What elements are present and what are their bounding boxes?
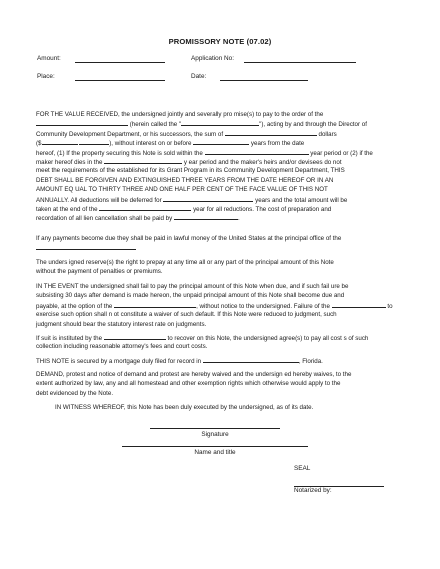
amount-label: Amount: (37, 55, 61, 62)
waiver-paragraph (36, 370, 408, 398)
document-title: PROMISSORY NOTE (07.02) (168, 37, 272, 46)
signature-label: Signature (201, 431, 229, 438)
p1-text: dollars (318, 130, 337, 138)
p2-text: If any payments become due they shall be paid in lawful money of the United States at the principal office of the (36, 235, 342, 242)
p1-text: maker hereof dies in the (36, 158, 103, 166)
p1-text: Community Development Department, or his successors, the sum of (36, 130, 224, 138)
place-field[interactable] (75, 80, 165, 81)
p1-text: DEBT SHALL BE FORGIVEN AND EXTINGUISHED THREE YEARS FROM THE DATE HEREOF OR IN AN (36, 176, 334, 184)
p4-text: judgment should bear the statutory interest rate on judgments. (36, 320, 207, 328)
p1-text: ($ (36, 140, 42, 148)
application-no-label: Application No: (191, 55, 234, 62)
name-title-line[interactable] (122, 446, 308, 447)
due-years-blank[interactable] (193, 138, 249, 145)
p4-text: subsisting 30 days after demand is made hereon, the unpaid principal amount of this Note shall become due and (36, 292, 345, 300)
p1-text: meet the requirements of the established for its Grant Program in its Community Development Department, THIS (36, 167, 345, 175)
p1-text: year period or (2) if the (310, 149, 373, 157)
p1-text: "), acting by and through the Director of (259, 121, 367, 129)
p1-text: (herein called the " (129, 121, 182, 129)
p7-text: DEMAND, protest and notice of demand and protest are hereby waived and the undersign ed hereby waives, to the (36, 371, 352, 378)
p1-text: years and the total amount will be (255, 196, 348, 204)
payment-location-paragraph (36, 234, 408, 253)
p3-text: without the payment of penalties or premiums. (36, 268, 163, 276)
p4-text: , without notice to the undersigned. Failure of the (196, 302, 330, 310)
p4-text: payable, at the option of the (36, 302, 113, 310)
notarized-by-label: Notarized by: (294, 487, 332, 494)
p1-text: y ear period and the maker's heirs and/or devisees do not (183, 158, 342, 166)
p4-text: to (387, 302, 393, 310)
witness-paragraph (55, 403, 407, 412)
p1-text: taken at the end of the (36, 205, 98, 213)
p1-text: . (237, 215, 240, 223)
sum-figures-blank[interactable] (42, 138, 78, 145)
p1-text: ANNUALLY. All deductions will be deferred for (36, 196, 162, 204)
mortgage-paragraph (36, 356, 408, 365)
p4-text: exercise such option shall n ot constitute a waiver of such default. If this Note were reduced to judgment, such (36, 311, 337, 319)
sale-period-blank[interactable] (205, 148, 309, 155)
p1-text: ), without interest on or before (109, 140, 192, 148)
sum-words-blank[interactable] (225, 129, 317, 136)
value-received-paragraph (36, 110, 408, 223)
holder-failure-blank[interactable] (332, 301, 386, 308)
sum-figures-blank-2[interactable] (79, 138, 109, 145)
p1-text: recordation of all lien cancellation shall be paid by (36, 215, 173, 223)
p1-text: AMOUNT EQ UAL TO THIRTY THREE AND ONE HALF PER CENT OF THE FACE VALUE OF THIS NOT (36, 186, 328, 194)
p1-text: FOR THE VALUE RECEIVED, the undersigned jointly and severally pro mise(s) to pay to the order of the (36, 111, 324, 118)
p1-text: years from the date (250, 140, 305, 148)
payee-blank[interactable] (36, 119, 128, 126)
p5-text: collection including reasonable attorney's fees and court costs. (36, 343, 208, 351)
date-label: Date: (191, 73, 207, 80)
seal-label: SEAL (294, 465, 311, 472)
default-paragraph (36, 282, 408, 329)
amount-field[interactable] (75, 62, 165, 63)
deferral-years-blank[interactable] (163, 195, 253, 202)
p8-text: IN WITNESS WHEREOF, this Note has been duly executed by the undersigned, as of its date. (55, 404, 314, 411)
prepayment-paragraph (36, 258, 408, 277)
p6-text: THIS NOTE is secured by a mortgage duly filed for record in (36, 358, 202, 365)
county-blank[interactable] (203, 356, 299, 363)
p6-text: , Florida. (298, 358, 323, 365)
p5-text: If suit is instituted by the (36, 335, 103, 342)
payee-office-blank[interactable] (36, 243, 136, 250)
suit-party-blank[interactable] (104, 333, 166, 340)
p1-text: year for all reductions. The cost of preparation and (193, 205, 332, 213)
payee-short-name-blank[interactable] (181, 119, 259, 126)
holder-option-blank[interactable] (114, 301, 196, 308)
p1-text: hereof, (1) If the property securing this Note is sold within the (36, 149, 203, 157)
signature-line[interactable] (150, 428, 280, 429)
p7-text: debt evidenced by the Note. (36, 389, 114, 397)
application-no-field[interactable] (244, 62, 356, 63)
cancellation-payer-blank[interactable] (174, 213, 240, 223)
date-field[interactable] (220, 80, 308, 81)
collection-costs-paragraph (36, 333, 408, 352)
p7-text: extent authorized by law, any and all homestead and other exemption rights which otherwise would apply to the (36, 380, 341, 388)
p3-text: The unders igned reserve(s) the right to prepay at any time all or any part of the principal amount of this Note (36, 259, 334, 266)
reduction-year-blank[interactable] (99, 204, 191, 211)
name-title-label: Name and title (194, 449, 236, 456)
place-label: Place: (37, 73, 55, 80)
p5-text: to recover on this Note, the undersigned agree(s) to pay all cost s of such (167, 335, 369, 342)
death-period-blank[interactable] (104, 157, 182, 164)
p4-text: IN THE EVENT the undersigned shall fail to pay the principal amount of this Note when due, and if such fail ure be (36, 283, 349, 290)
